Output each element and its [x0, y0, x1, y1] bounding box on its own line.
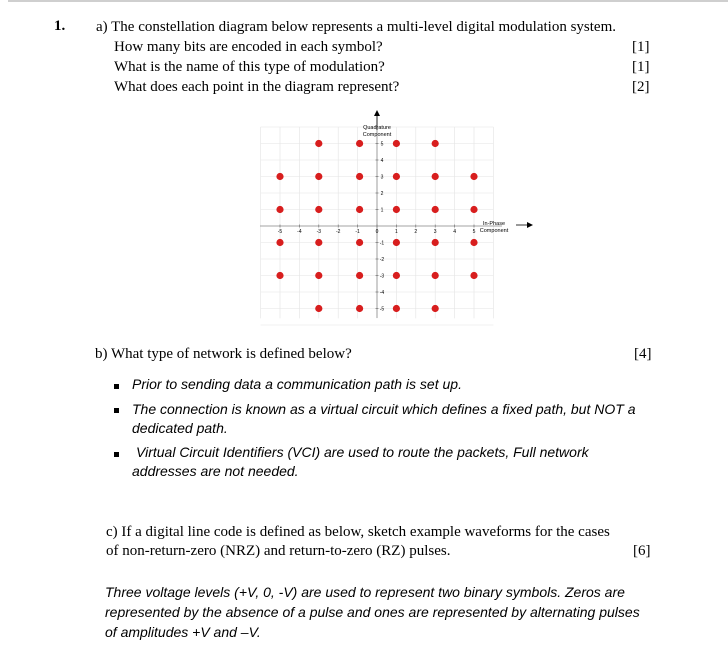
constellation-point — [393, 305, 400, 312]
x-tick-label: 2 — [414, 229, 418, 235]
x-tick-label: -5 — [277, 229, 283, 235]
y-tick-label: -1 — [379, 240, 385, 247]
constellation-point — [315, 140, 322, 147]
y-tick-label: -4 — [379, 290, 385, 296]
bullet-marker — [114, 384, 119, 389]
constellation-point — [356, 272, 363, 279]
bullet-2-line-1: The connection is known as a virtual circuit which defines a fixed path, but NOT a — [132, 401, 636, 417]
constellation-point — [393, 239, 400, 246]
part-a-question-1: How many bits are encoded in each symbol? — [114, 39, 383, 55]
part-a-intro: a) The constellation diagram below represents a multi-level digital modulation system. — [96, 19, 617, 35]
constellation-point — [432, 173, 439, 180]
part-b-marks: [4] — [634, 346, 652, 362]
constellation-point — [356, 305, 363, 312]
constellation-point — [432, 140, 439, 147]
x-tick-label: -1 — [355, 229, 360, 235]
part-c-desc-line-1: Three voltage levels (+V, 0, -V) are used to represent two binary symbols. Zeros are — [105, 584, 625, 600]
page-top-rule — [8, 0, 728, 2]
bullet-2-line-2: dedicated path. — [132, 420, 228, 436]
constellation-point — [315, 239, 322, 246]
bullet-marker — [114, 408, 119, 413]
constellation-point — [276, 272, 283, 279]
x-tick-label: -3 — [316, 229, 322, 235]
x-axis-label-line1: In-Phase — [482, 221, 506, 227]
constellation-point — [393, 140, 400, 147]
question-number: 1. — [54, 18, 66, 34]
part-c-line-1: c) If a digital line code is defined as below, sketch example waveforms for the cases — [106, 524, 610, 540]
x-tick-label: -2 — [335, 229, 341, 235]
x-tick-label: 1 — [395, 229, 398, 235]
part-b-question: b) What type of network is defined below? — [95, 346, 352, 362]
x-tick-label: 5 — [472, 229, 476, 235]
part-a-question-2: What is the name of this type of modulation? — [114, 59, 385, 75]
y-tick-label: 4 — [380, 158, 384, 164]
constellation-point — [470, 272, 477, 279]
constellation-point — [393, 173, 400, 180]
y-tick-label: -3 — [379, 273, 385, 280]
constellation-point — [315, 206, 322, 213]
constellation-point — [356, 140, 363, 147]
y-tick-label: 5 — [380, 141, 384, 148]
bullet-marker — [114, 452, 119, 457]
constellation-point — [315, 272, 322, 279]
part-a-marks-2: [1] — [632, 59, 650, 75]
y-tick-label: 1 — [380, 207, 384, 214]
x-axis-arrowhead — [527, 222, 533, 228]
part-c-line-2: of non-return-zero (NRZ) and return-to-zero (RZ) pulses. — [106, 543, 451, 559]
constellation-point — [393, 206, 400, 213]
part-a-question-3: What does each point in the diagram represent? — [114, 79, 400, 95]
constellation-point — [356, 239, 363, 246]
part-a-marks-1: [1] — [632, 39, 650, 55]
constellation-point — [432, 305, 439, 312]
constellation-point — [276, 173, 283, 180]
x-tick-label: 4 — [453, 229, 456, 235]
constellation-point — [315, 305, 322, 312]
constellation-point — [356, 173, 363, 180]
y-tick-label: 2 — [380, 191, 384, 197]
constellation-point — [470, 173, 477, 180]
y-tick-label: 3 — [380, 174, 384, 181]
y-axis-label-line1: Quadrature — [363, 125, 391, 131]
constellation-point — [470, 239, 477, 246]
part-a-marks-3: [2] — [632, 79, 650, 95]
y-axis-arrowhead — [374, 110, 380, 116]
part-c-desc-line-3: of amplitudes +V and –V. — [105, 624, 261, 640]
constellation-diagram — [240, 108, 540, 330]
bullet-3-line-1: Virtual Circuit Identifiers (VCI) are used to route the packets, Full network — [136, 444, 589, 460]
bullet-1-line-1: Prior to sending data a communication path is set up. — [132, 376, 462, 392]
part-c-marks: [6] — [633, 543, 651, 559]
constellation-point — [470, 206, 477, 213]
constellation-point — [276, 206, 283, 213]
constellation-point — [432, 272, 439, 279]
x-tick-label: 3 — [433, 229, 437, 235]
constellation-point — [432, 206, 439, 213]
y-tick-label: -5 — [379, 306, 385, 313]
constellation-point — [432, 239, 439, 246]
constellation-point — [393, 272, 400, 279]
constellation-point — [356, 206, 363, 213]
bullet-3-line-2: addresses are not needed. — [132, 463, 299, 479]
x-axis-label-line2: Component — [479, 228, 509, 234]
part-c-desc-line-2: represented by the absence of a pulse and ones are represented by alternating pulses — [105, 604, 640, 620]
y-axis-label-line2: Component — [362, 132, 392, 138]
constellation-point — [276, 239, 283, 246]
y-tick-label: -2 — [379, 257, 385, 263]
x-tick-label: -4 — [297, 229, 302, 235]
constellation-point — [315, 173, 322, 180]
x-tick-label: 0 — [375, 229, 379, 235]
